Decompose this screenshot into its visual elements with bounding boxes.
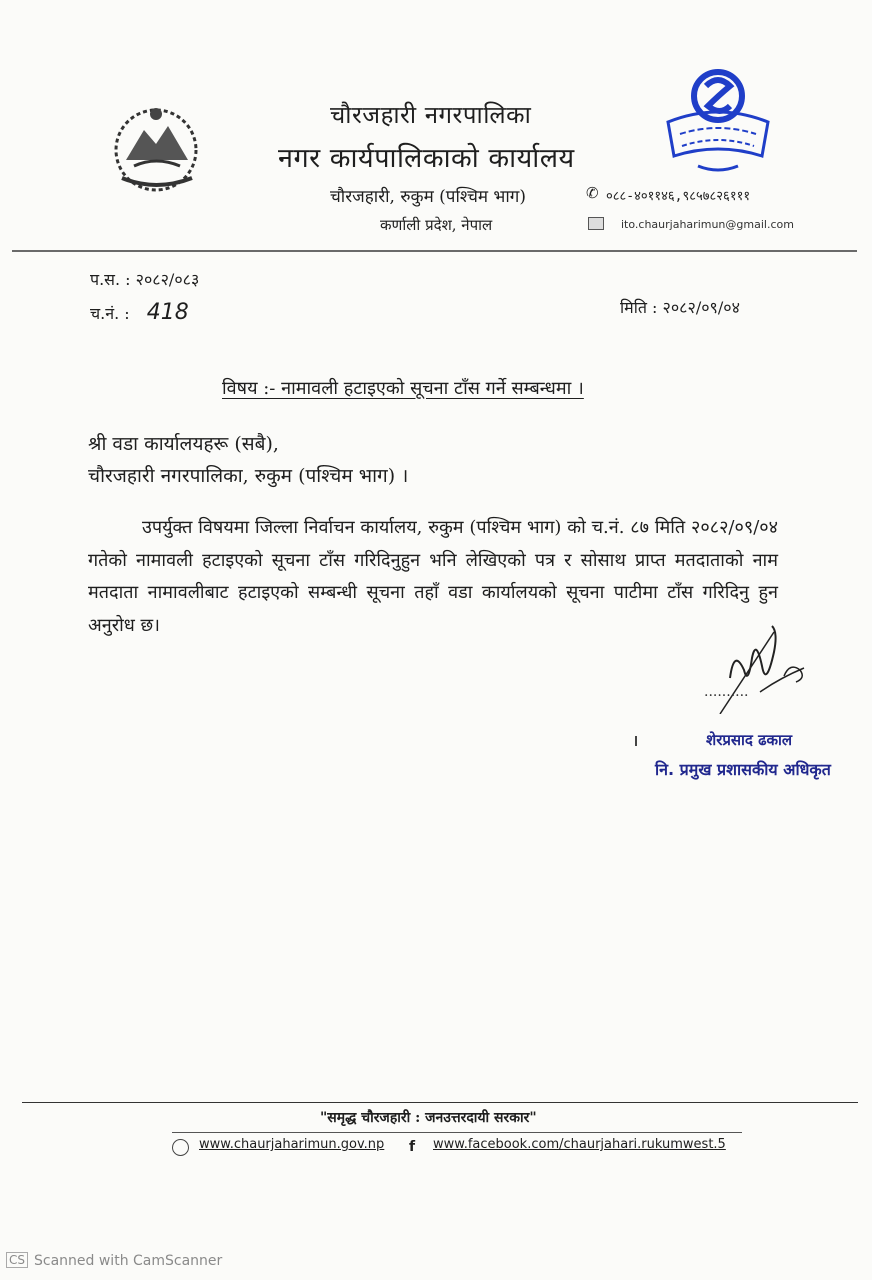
ps-label: प.स. : bbox=[90, 270, 131, 289]
phone-numbers: ०८८-४०११४६,९८५७८२६१११ bbox=[606, 189, 751, 204]
municipality-name: चौरजहारी नगरपालिका bbox=[330, 101, 532, 129]
facebook-icon: f bbox=[409, 1139, 416, 1155]
header-divider bbox=[12, 250, 857, 252]
phone-icon: ✆ bbox=[586, 184, 599, 202]
email-address: ito.chaurjaharimun@gmail.com bbox=[621, 218, 794, 231]
stamp-mark bbox=[635, 736, 637, 746]
facebook-link[interactable]: www.facebook.com/chaurjahari.rukumwest.5 bbox=[433, 1137, 726, 1152]
office-address: चौरजहारी, रुकुम (पश्चिम भाग) bbox=[330, 187, 526, 207]
addressee-line-2: चौरजहारी नगरपालिका, रुकुम (पश्चिम भाग) । bbox=[88, 465, 409, 487]
ps-value: २०८२/०८३ bbox=[135, 270, 200, 289]
cn-label: च.नं. : bbox=[90, 304, 130, 323]
mail-icon bbox=[588, 217, 604, 230]
addressee-line-1: श्री वडा कार्यालयहरू (सबै), bbox=[88, 433, 279, 455]
footer-divider bbox=[22, 1102, 858, 1103]
chalani-number bbox=[90, 300, 189, 325]
website-link[interactable]: www.chaurjaharimun.gov.np bbox=[199, 1137, 385, 1152]
signatory-title: नि. प्रमुख प्रशासकीय अधिकृत bbox=[655, 760, 831, 779]
slogan-underline bbox=[172, 1132, 742, 1133]
nepal-government-emblem-icon bbox=[104, 100, 208, 196]
office-name: नगर कार्यपालिकाको कार्यालय bbox=[278, 143, 575, 174]
signature-dots: .......... bbox=[704, 684, 749, 700]
patra-sankhya bbox=[90, 268, 199, 290]
province-country: कर्णाली प्रदेश, नेपाल bbox=[380, 216, 493, 234]
camscanner-icon: CS bbox=[6, 1252, 28, 1268]
municipality-logo-icon bbox=[658, 62, 778, 178]
footer-slogan: "समृद्ध चौरजहारी : जनउत्तरदायी सरकार" bbox=[320, 1110, 537, 1126]
signatory-name: शेरप्रसाद ढकाल bbox=[706, 731, 793, 749]
letter-subject: विषय :- नामावली हटाइएको सूचना टाँस गर्ने सम्बन्धमा । bbox=[222, 378, 584, 399]
camscanner-watermark: Scanned with CamScanner bbox=[34, 1253, 223, 1269]
date-value: २०८२/०९/०४ bbox=[662, 298, 740, 317]
letter-date bbox=[620, 296, 740, 318]
letter-body: उपर्युक्त विषयमा जिल्ला निर्वाचन कार्यालय, रुकुम (पश्चिम भाग) को च.नं. ८७ मिति २०८२/०९/०४ गतेको नामावली हटाइएको सूचना टाँस गरिदिनुहुन भनि लेखिएको पत्र र सोसाथ प्राप्त मतदाताको नाम मतदाता नामावलीबाट हटाइएको सम्बन्धी सूचना तहाँ वडा कार्यालयको सूचना पाटीमा टाँस गरिदिनु हुन अनुरोध छ। bbox=[88, 517, 778, 636]
cn-value: 418 bbox=[146, 300, 189, 325]
date-label: मिति : bbox=[620, 298, 658, 317]
globe-icon bbox=[172, 1139, 189, 1156]
